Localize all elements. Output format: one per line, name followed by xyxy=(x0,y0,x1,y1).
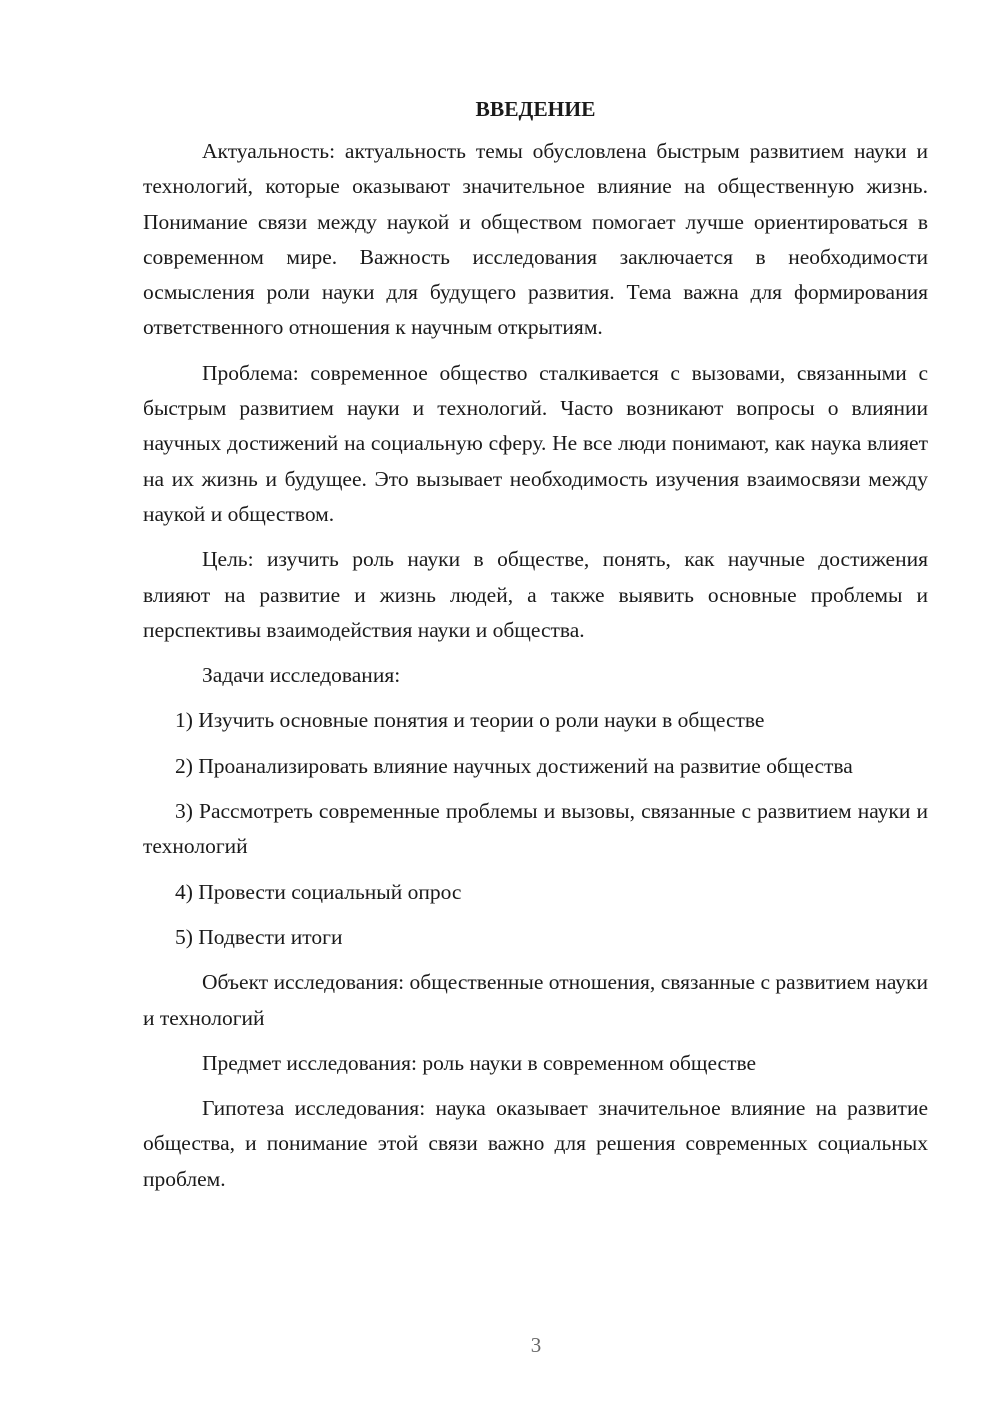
paragraph-problem: Проблема: современное общество сталкивается с вызовами, связанными с быстрым развитием науки и технологий. Часто возникают вопросы о влиянии научных достижений на социальную сферу. Не все люди понимают, как наука влияет на их жизнь и будущее. Это вызывает необходимость изучения взаимосвязи между наукой и обществом. xyxy=(143,360,928,526)
paragraph-goal: Цель: изучить роль науки в обществе, понять, как научные достижения влияют на развитие и жизнь людей, а также выявить основные проблемы и перспективы взаимодействия науки и общества. xyxy=(143,547,928,642)
page-number: 3 xyxy=(530,1333,542,1357)
section-heading: ВВЕДЕНИЕ xyxy=(475,97,596,121)
paragraph-hypothesis: Гипотеза исследования: наука оказывает значительное влияние на развитие общества, и понимание этой связи важно для решения современных социальных проблем. xyxy=(143,1096,928,1191)
paragraph-subject: Предмет исследования: роль науки в современном обществе xyxy=(202,1050,757,1075)
task-item-2: 2) Проанализировать влияние научных достижений на развитие общества xyxy=(175,753,853,778)
paragraph-relevance: Актуальность: актуальность темы обусловлена быстрым развитием науки и технологий, которые оказывают значительное влияние на общественную жизнь. Понимание связи между наукой и обществом помогает лучше ориентироваться в современном мире. Важность исследования заключается в необходимости осмысления роли науки для будущего развития. Тема важна для формирования ответственного отношения к научным открытиям. xyxy=(143,139,928,340)
task-item-1: 1) Изучить основные понятия и теории о роли науки в обществе xyxy=(175,708,765,733)
tasks-heading: Задачи исследования: xyxy=(202,663,401,688)
paragraph-object: Объект исследования: общественные отношения, связанные с развитием науки и технологий xyxy=(143,970,928,1030)
task-item-4: 4) Провести социальный опрос xyxy=(175,879,462,904)
task-item-3: 3) Рассмотреть современные проблемы и вызовы, связанные с развитием науки и технологий xyxy=(143,799,928,859)
task-item-5: 5) Подвести итоги xyxy=(175,924,343,949)
page-content xyxy=(143,92,928,1197)
